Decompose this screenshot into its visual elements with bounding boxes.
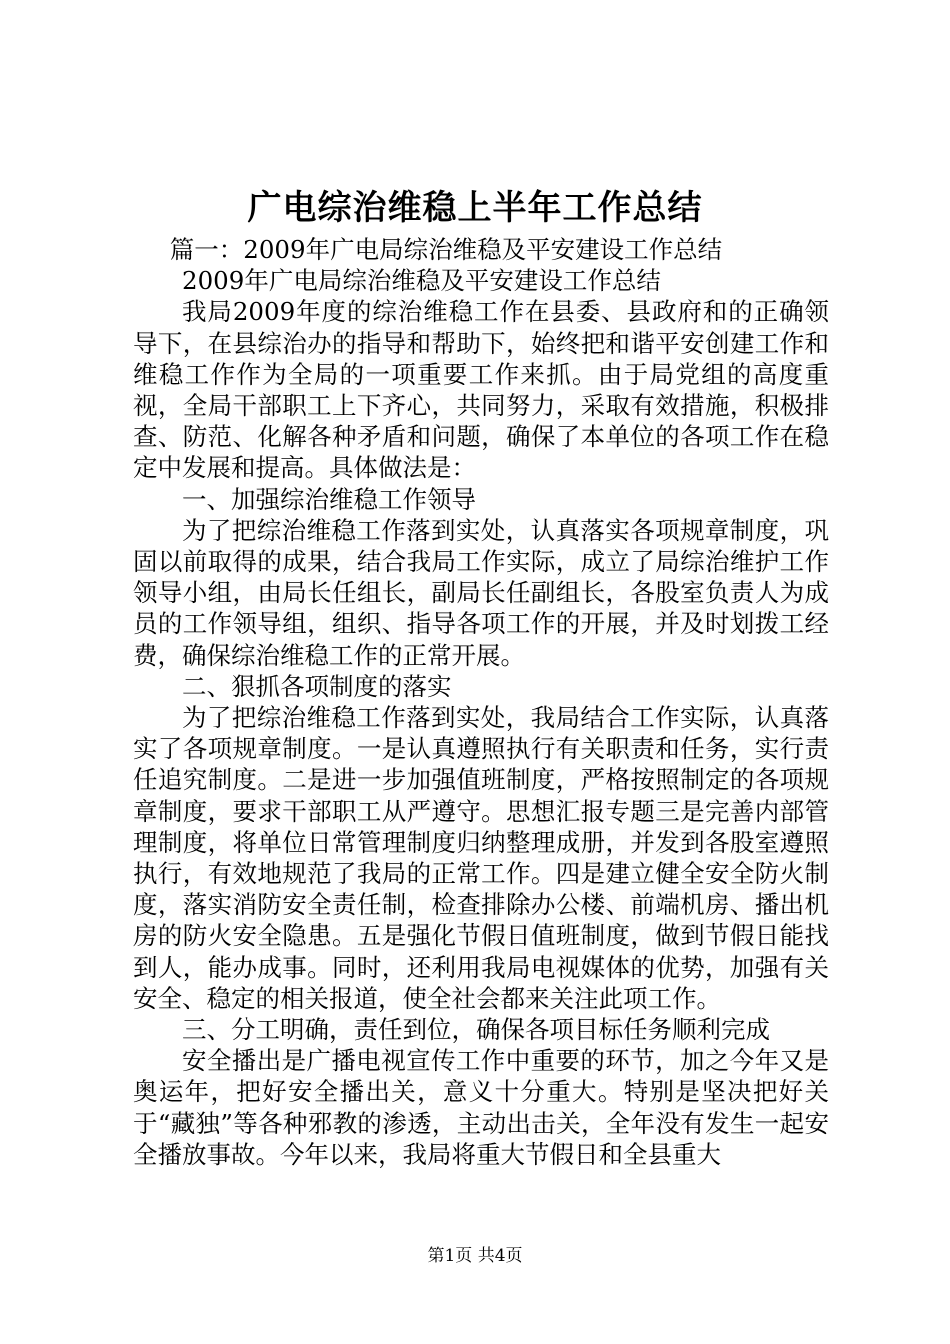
page-footer: 第1页 共4页 bbox=[427, 1246, 523, 1266]
document-title: 广电综治维稳上半年工作总结 bbox=[247, 188, 703, 228]
subtitle-1: 篇一：2009年广电局综治维稳及平安建设工作总结 bbox=[169, 235, 723, 264]
paragraph-intro: 我局2009年度的综治维稳工作在县委、县政府和的正确领导下，在县综治办的指导和帮助下，始终把和谐平安创建工作和维稳工作作为全局的一项重要工作来抓。由于局党组的高度重视，全局干部职工上下齐心，共同努力，采取有效措施，积极排查、防范、化解各种矛盾和问题，确保了本单位的各项工作在稳定中发展和提高。具体做法是： bbox=[133, 297, 829, 483]
section-heading-3: 三、分工明确，责任到位，确保各项目标任务顺利完成 bbox=[182, 1015, 770, 1045]
paragraph-section-2: 为了把综治维稳工作落到实处，我局结合工作实际，认真落实了各项规章制度。一是认真遵照执行有关职责和任务，实行责任追究制度。二是进一步加强值班制度，严格按照制定的各项规章制度，要求干部职工从严遵守。思想汇报专题三是完善内部管理制度，将单位日常管理制度归纳整理成册，并发到各股室遵照执行，有效地规范了我局的正常工作。四是建立健全安全防火制度，落实消防安全责任制，检查排除办公楼、前端机房、播出机房的防火安全隐患。五是强化节假日值班制度，做到节假日能找到人，能办成事。同时，还利用我局电视媒体的优势，加强有关安全、稳定的相关报道，使全社会都来关注此项工作。 bbox=[133, 703, 829, 1013]
document-body bbox=[133, 234, 829, 1170]
section-heading-2: 二、狠抓各项制度的落实 bbox=[182, 671, 452, 701]
paragraph-section-1: 为了把综治维稳工作落到实处，认真落实各项规章制度，巩固以前取得的成果，结合我局工作实际，成立了局综治维护工作领导小组，由局长任组长，副局长任副组长，各股室负责人为成员的工作领导组，组织、指导各项工作的开展，并及时划拨工经费，确保综治维稳工作的正常开展。 bbox=[133, 515, 829, 670]
section-heading-1: 一、加强综治维稳工作领导 bbox=[182, 484, 476, 514]
paragraph-section-3: 安全播出是广播电视宣传工作中重要的环节，加之今年又是奥运年，把好安全播出关，意义十分重大。特别是坚决把好关于“藏独”等各种邪教的渗透，主动出击关，全年没有发生一起安全播放事故。今年以来，我局将重大节假日和全县重大 bbox=[133, 1046, 829, 1169]
subtitle-2: 2009年广电局综治维稳及平安建设工作总结 bbox=[182, 266, 661, 296]
